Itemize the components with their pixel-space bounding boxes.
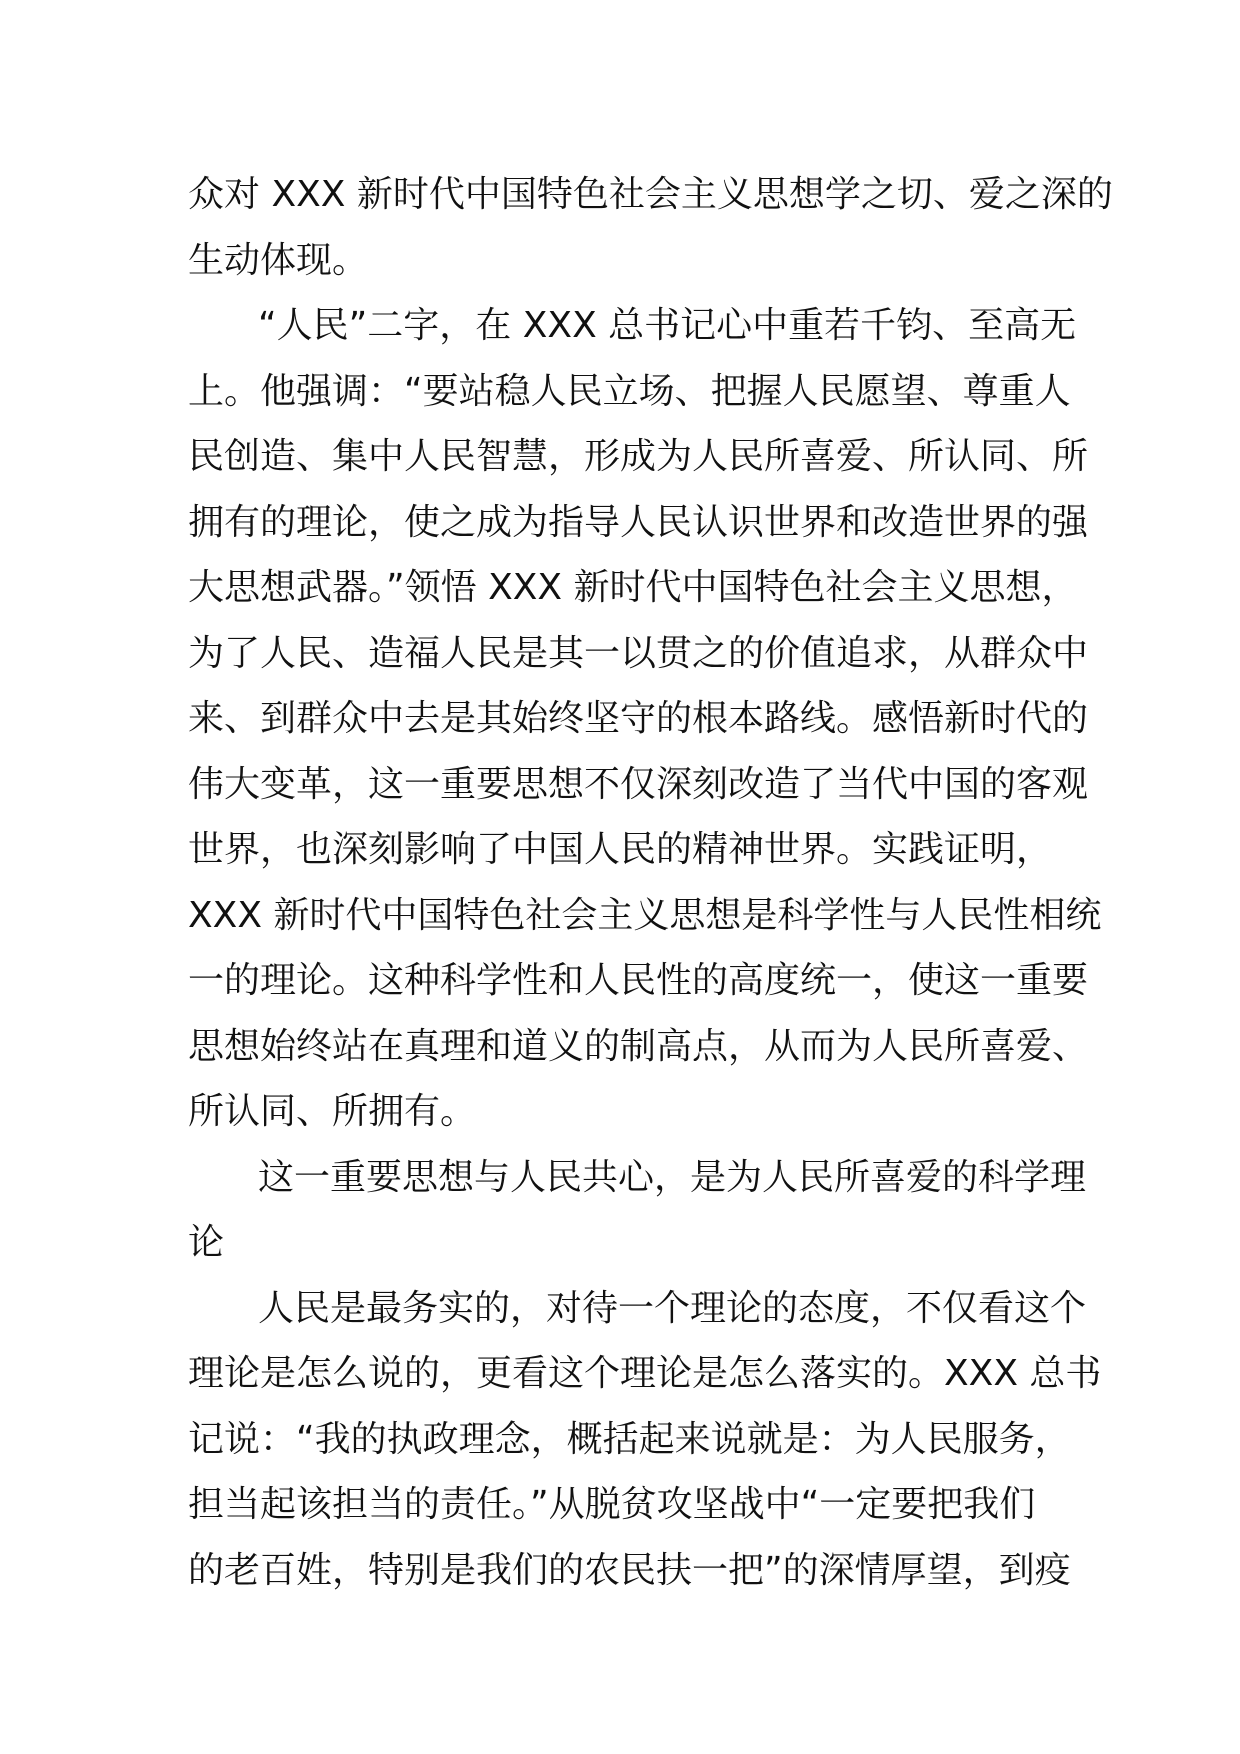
text-line: 民创造、集中人民智慧，形成为人民所喜爱、所认同、所 xyxy=(188,436,1089,477)
text-line: 担当起该担当的责任。”从脱贫攻坚战中“一定要把我们 xyxy=(188,1484,1036,1525)
text-line: 来、到群众中去是其始终坚守的根本路线。感悟新时代的 xyxy=(188,698,1089,739)
body-text xyxy=(188,162,1113,1603)
text-line: 为了人民、造福人民是其一以贯之的价值追求，从群众中 xyxy=(188,632,1089,674)
text-line: 伟大变革，这一重要思想不仅深刻改造了当代中国的客观 xyxy=(188,763,1089,805)
text-line: 所认同、所拥有。 xyxy=(188,1091,477,1132)
text-line: 一的理论。这种科学性和人民性的高度统一，使这一重要 xyxy=(188,960,1089,1001)
text-line: 的老百姓，特别是我们的农民扶一把”的深情厚望，到疫 xyxy=(188,1549,1071,1591)
text-line: 记说：“我的执政理念，概括起来说就是：为人民服务， xyxy=(188,1418,1071,1460)
text-line: 这一重要思想与人民共心，是为人民所喜爱的科学理 xyxy=(258,1156,1087,1198)
text-line: 生动体现。 xyxy=(188,239,369,281)
text-line: 理论是怎么说的，更看这个理论是怎么落实的。XXX 总书 xyxy=(188,1353,1102,1394)
text-line: 拥有的理论，使之成为指导人民认识世界和改造世界的强 xyxy=(188,501,1089,543)
text-line: 论 xyxy=(188,1222,225,1263)
text-line: 大思想武器。”领悟 XXX 新时代中国特色社会主义思想， xyxy=(188,567,1078,608)
text-line: 众对 XXX 新时代中国特色社会主义思想学之切、爱之深的 xyxy=(188,174,1113,215)
text-line: 人民是最务实的，对待一个理论的态度，不仅看这个 xyxy=(258,1287,1087,1329)
text-line: “人民”二字，在 XXX 总书记心中重若千钧、至高无 xyxy=(258,305,1077,346)
text-line: 思想始终站在真理和道义的制高点，从而为人民所喜爱、 xyxy=(188,1025,1089,1067)
text-line: 上。他强调：“要站稳人民立场、把握人民愿望、尊重人 xyxy=(188,370,1071,412)
text-line: 世界，也深刻影响了中国人民的精神世界。实践证明， xyxy=(188,829,1053,870)
text-line: XXX 新时代中国特色社会主义思想是科学性与人民性相统 xyxy=(188,894,1102,936)
